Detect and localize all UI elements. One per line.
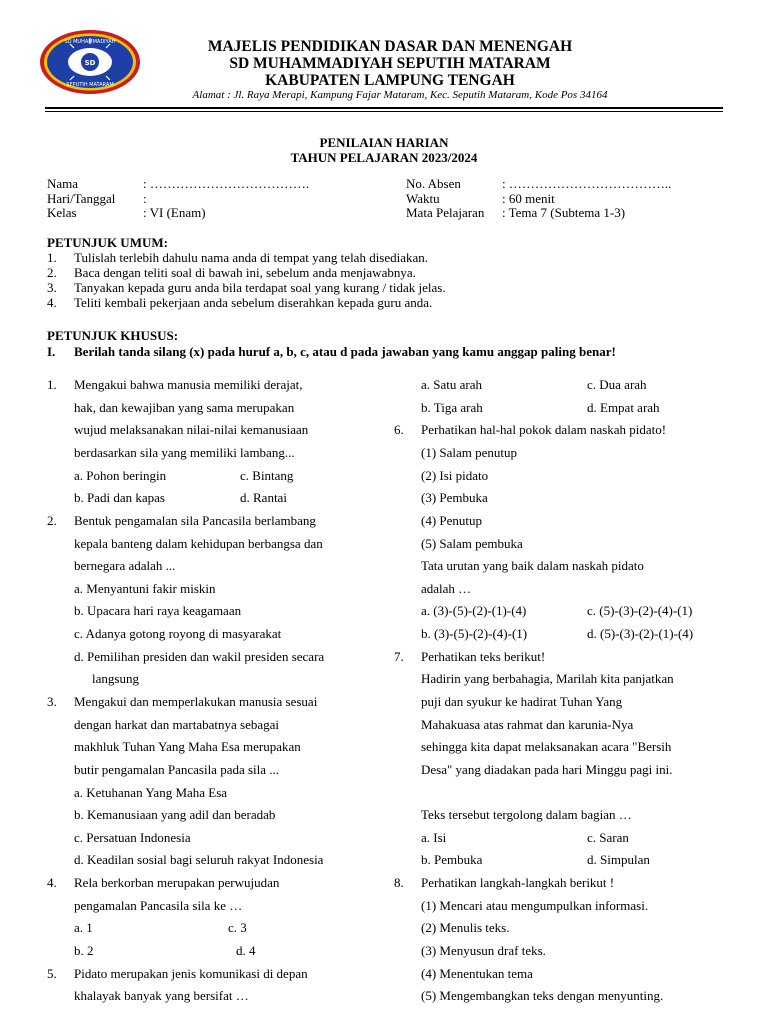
logo-bottom-text: SEPUTIH MATARAM <box>66 82 114 88</box>
question-text: kepala banteng dalam kehidupan berbangsa dan <box>74 536 323 551</box>
exam-title: PENILAIAN HARIAN <box>319 135 449 150</box>
list-item: (5) Mengembangkan teks dengan menyunting. <box>421 988 664 1003</box>
list-item: (4) Menentukan tema <box>421 966 533 981</box>
section-roman-numeral: I. <box>47 344 56 359</box>
petunjuk-umum-num: 3. <box>47 280 57 295</box>
petunjuk-umum-item: Teliti kembali pekerjaan anda sebelum diserahkan kepada guru anda. <box>74 295 433 310</box>
answer-option-continued: langsung <box>92 671 139 686</box>
question-number: 3. <box>47 694 57 709</box>
question-text: Teks tersebut tergolong dalam bagian … <box>421 807 632 822</box>
header-rule-thin <box>45 111 723 112</box>
question-text: wujud melaksanakan nilai-nilai kemanusiaan <box>74 422 309 437</box>
petunjuk-umum-num: 1. <box>47 250 57 265</box>
answer-option[interactable]: a. Pohon beringin <box>74 468 167 483</box>
question-text: hak, dan kewajiban yang sama merupakan <box>74 400 295 415</box>
question-text: Rela berkorban merupakan perwujudan <box>74 875 280 890</box>
answer-option[interactable]: a. (3)-(5)-(2)-(1)-(4) <box>421 603 527 618</box>
kelas-value: : VI (Enam) <box>143 205 206 220</box>
logo-center-text: SD <box>84 59 96 67</box>
quoted-text: Hadirin yang berbahagia, Marilah kita panjatkan <box>421 671 674 686</box>
header-rule-thick <box>45 107 723 109</box>
waktu-label: Waktu <box>406 191 440 206</box>
answer-option[interactable]: b. Tiga arah <box>421 400 483 415</box>
petunjuk-umum-num: 2. <box>47 265 57 280</box>
question-text: butir pengamalan Pancasila pada sila ... <box>74 762 280 777</box>
list-item: (2) Isi pidato <box>421 468 489 483</box>
question-number: 7. <box>394 649 404 664</box>
answer-option[interactable]: a. 1 <box>74 920 93 935</box>
question-text: Mengakui bahwa manusia memiliki derajat, <box>74 377 303 392</box>
answer-option[interactable]: c. Bintang <box>240 468 294 483</box>
question-number: 8. <box>394 875 404 890</box>
answer-option[interactable]: b. Padi dan kapas <box>74 490 165 505</box>
question-text: pengamalan Pancasila sila ke … <box>74 898 243 913</box>
petunjuk-umum-item: Tulislah terlebih dahulu nama anda di tempat yang telah disediakan. <box>74 250 429 265</box>
list-item: (1) Mencari atau mengumpulkan informasi. <box>421 898 649 913</box>
question-text: dengan harkat dan martabatnya sebagai <box>74 717 280 732</box>
answer-option[interactable]: b. 2 <box>74 943 94 958</box>
absen-value: : ……………………………….. <box>502 176 672 191</box>
answer-option[interactable]: b. Pembuka <box>421 852 483 867</box>
quoted-text: Mahakuasa atas rahmat dan karunia-Nya <box>421 717 634 732</box>
answer-option[interactable]: c. Adanya gotong royong di masyarakat <box>74 626 282 641</box>
quoted-text: sehingga kita dapat melaksanakan acara "Bersih <box>421 739 672 754</box>
question-number: 1. <box>47 377 57 392</box>
list-item: (3) Pembuka <box>421 490 488 505</box>
answer-option[interactable]: a. Satu arah <box>421 377 483 392</box>
list-item: (1) Salam penutup <box>421 445 518 460</box>
answer-option[interactable]: d. 4 <box>236 943 256 958</box>
petunjuk-khusus-instruction: Berilah tanda silang (x) pada huruf a, b, c, atau d pada jawaban yang kamu anggap paling benar! <box>74 344 616 359</box>
exam-year: TAHUN PELAJARAN 2023/2024 <box>290 150 478 165</box>
question-number: 6. <box>394 422 404 437</box>
header-line-1: MAJELIS PENDIDIKAN DASAR DAN MENENGAH <box>207 38 573 55</box>
petunjuk-umum-heading: PETUNJUK UMUM: <box>47 235 168 250</box>
answer-option[interactable]: b. Upacara hari raya keagamaan <box>74 603 242 618</box>
question-text: Tata urutan yang baik dalam naskah pidato <box>421 558 644 573</box>
logo-top-text: SD MUHAMMADIYAH <box>64 39 116 45</box>
question-text: Mengakui dan memperlakukan manusia sesuai <box>74 694 318 709</box>
question-text: berdasarkan sila yang memiliki lambang... <box>74 445 295 460</box>
answer-option[interactable]: a. Isi <box>421 830 447 845</box>
answer-option[interactable]: c. (5)-(3)-(2)-(4)-(1) <box>587 603 693 618</box>
list-item: (3) Menyusun draf teks. <box>421 943 546 958</box>
question-text: bernegara adalah ... <box>74 558 176 573</box>
answer-option[interactable]: c. Persatuan Indonesia <box>74 830 191 845</box>
petunjuk-umum-item: Baca dengan teliti soal di bawah ini, sebelum anda menjawabnya. <box>74 265 416 280</box>
answer-option[interactable]: c. Dua arah <box>587 377 647 392</box>
petunjuk-umum-item: Tanyakan kepada guru anda bila terdapat soal yang kurang / tidak jelas. <box>74 280 446 295</box>
quoted-text: Desa" yang diadakan pada hari Minggu pagi ini. <box>421 762 673 777</box>
question-text: Perhatikan langkah-langkah berikut ! <box>421 875 615 890</box>
question-number: 2. <box>47 513 57 528</box>
kelas-label: Kelas <box>47 205 77 220</box>
answer-option[interactable]: d. Keadilan sosial bagi seluruh rakyat Indonesia <box>74 852 324 867</box>
answer-option[interactable]: d. Simpulan <box>587 852 650 867</box>
question-number: 4. <box>47 875 57 890</box>
list-item: (2) Menulis teks. <box>421 920 510 935</box>
list-item: (4) Penutup <box>421 513 483 528</box>
answer-option[interactable]: d. Empat arah <box>587 400 660 415</box>
question-text: Bentuk pengamalan sila Pancasila berlambang <box>74 513 316 528</box>
hari-value: : <box>143 191 147 206</box>
answer-option[interactable]: d. (5)-(3)-(2)-(1)-(4) <box>587 626 694 641</box>
question-text: khalayak banyak yang bersifat … <box>74 988 249 1003</box>
mapel-label: Mata Pelajaran <box>406 205 485 220</box>
list-item: (5) Salam pembuka <box>421 536 523 551</box>
mapel-value: : Tema 7 (Subtema 1-3) <box>502 205 626 220</box>
header-line-3: KABUPATEN LAMPUNG TENGAH <box>265 72 515 89</box>
question-text: adalah … <box>421 581 472 596</box>
petunjuk-umum-num: 4. <box>47 295 57 310</box>
question-text: Perhatikan hal-hal pokok dalam naskah pidato! <box>421 422 667 437</box>
answer-option[interactable]: c. Saran <box>587 830 629 845</box>
nama-label: Nama <box>47 176 79 191</box>
nama-value: : ………………………………. <box>143 176 310 191</box>
hari-label: Hari/Tanggal <box>47 191 116 206</box>
question-text: Perhatikan teks berikut! <box>421 649 546 664</box>
school-logo <box>38 28 142 96</box>
answer-option[interactable]: c. 3 <box>228 920 247 935</box>
waktu-value: : 60 menit <box>502 191 555 206</box>
question-text: makhluk Tuhan Yang Maha Esa merupakan <box>74 739 301 754</box>
question-number: 5. <box>47 966 57 981</box>
quoted-text: puji dan syukur ke hadirat Tuhan Yang <box>421 694 623 709</box>
answer-option[interactable]: a. Ketuhanan Yang Maha Esa <box>74 785 228 800</box>
question-text: Pidato merupakan jenis komunikasi di depan <box>74 966 308 981</box>
petunjuk-khusus-heading: PETUNJUK KHUSUS: <box>47 328 179 343</box>
answer-option[interactable]: b. (3)-(5)-(2)-(4)-(1) <box>421 626 528 641</box>
answer-option[interactable]: b. Kemanusiaan yang adil dan beradab <box>74 807 276 822</box>
header-line-2: SD MUHAMMADIYAH SEPUTIH MATARAM <box>229 55 551 72</box>
answer-option[interactable]: a. Menyantuni fakir miskin <box>74 581 216 596</box>
answer-option[interactable]: d. Pemilihan presiden dan wakil presiden secara <box>74 649 325 664</box>
header-address: Alamat : Jl. Raya Merapi, Kampung Fajar Mataram, Kec. Seputih Mataram, Kode Pos 34164 <box>192 89 608 101</box>
absen-label: No. Absen <box>406 176 461 191</box>
answer-option[interactable]: d. Rantai <box>240 490 287 505</box>
